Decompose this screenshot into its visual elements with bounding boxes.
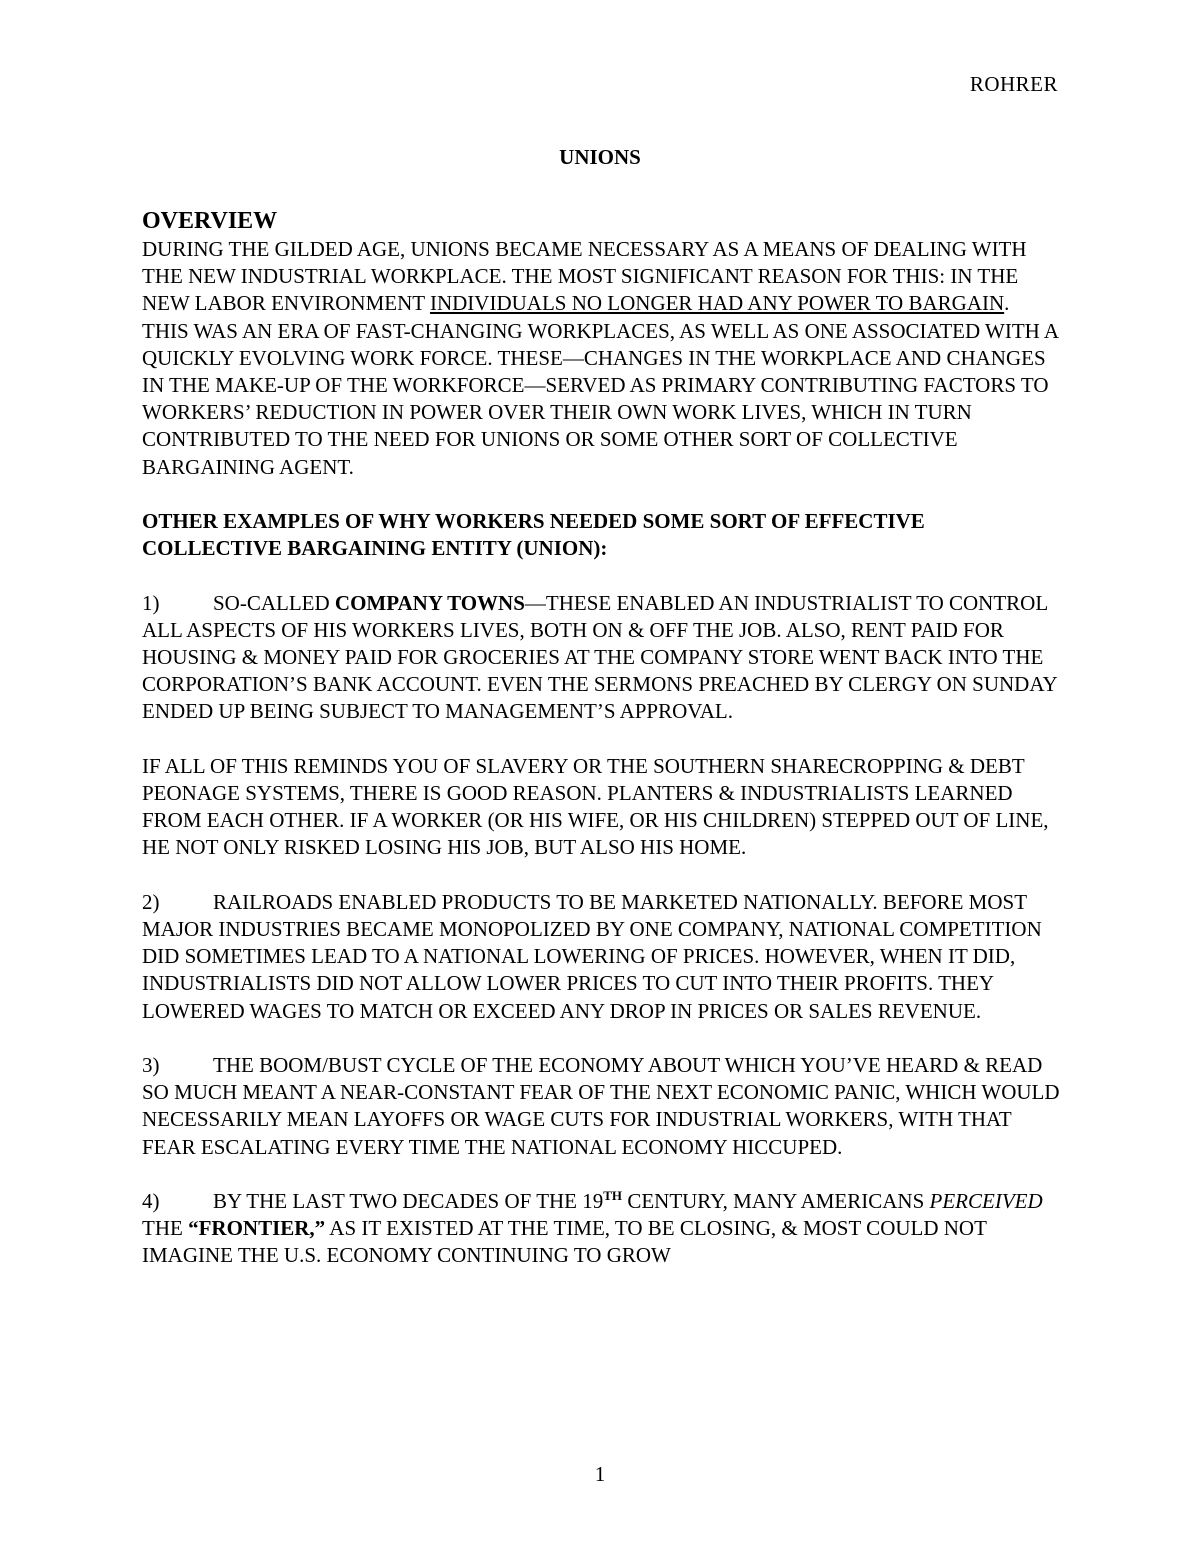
item1-lead: SO-CALLED — [213, 590, 335, 615]
overview-text-b: . THIS WAS AN ERA OF FAST-CHANGING WORKPLACES, AS WELL AS ONE ASSOCIATED WITH A QUICKLY EVOLVING WORK FORCE. THESE—CHANGES IN THE WORKPLACE AND CHANGES IN THE MAKE-UP OF THE WORKFORCE—SERVED AS PRIMARY CONTRIBUTING FACTORS TO WORKERS’ REDUCTION IN POWER OVER THEIR OWN WORK LIVES, WHICH IN TURN CONTRIBUTED TO THE NEED FOR UNIONS OR SOME OTHER SORT OF COLLECTIVE BARGAINING AGENT. — [142, 291, 1058, 479]
item4-text-b: CENTURY, MANY AMERICANS — [622, 1189, 930, 1214]
item1-text: —THESE ENABLED AN INDUSTRIALIST TO CONTROL ALL ASPECTS OF HIS WORKERS LIVES, BOTH ON & OFF THE JOB. ALSO, RENT PAID FOR HOUSING & MONEY PAID FOR GROCERIES AT THE COMPANY STORE WENT BACK INTO THE CORPORATION’S BANK ACCOUNT. EVEN THE SERMONS PREACHED BY CLERGY ON SUNDAY ENDED UP BEING SUBJECT TO MANAGEMENT’S APPROVAL. — [142, 590, 1057, 724]
list-item-3 — [142, 1052, 1060, 1161]
item4-italic-term: PERCEIVED — [929, 1189, 1043, 1214]
document-body — [142, 206, 1060, 1297]
list-item-4 — [142, 1188, 1060, 1270]
item1-bold-term: COMPANY TOWNS — [334, 590, 525, 615]
slavery-paragraph: IF ALL OF THIS REMINDS YOU OF SLAVERY OR THE SOUTHERN SHARECROPPING & DEBT PEONAGE SYSTEMS, THERE IS GOOD REASON. PLANTERS & INDUSTRIALISTS LEARNED FROM EACH OTHER. IF A WORKER (OR HIS WIFE, OR HIS CHILDREN) STEPPED OUT OF LINE, HE NOT ONLY RISKED LOSING HIS JOB, BUT ALSO HIS HOME. — [142, 753, 1049, 860]
item4-superscript: TH — [603, 1188, 623, 1204]
item4-text-c: THE — [142, 1216, 189, 1241]
overview-underlined-text: INDIVIDUALS NO LONGER HAD ANY POWER TO BARGAIN — [429, 291, 1005, 316]
list-item-2 — [142, 889, 1060, 1025]
page-header-author: ROHRER — [969, 72, 1058, 96]
item4-text-d: AS IT EXISTED AT THE TIME, TO BE CLOSING, & MOST COULD NOT IMAGINE THE U.S. ECONOMY CONTINUING TO GROW — [142, 1216, 987, 1268]
overview-heading: OVERVIEW — [142, 208, 278, 234]
list-item-number: 3) — [142, 1053, 160, 1078]
list-item-number: 4) — [142, 1189, 160, 1214]
item3-text: THE BOOM/BUST CYCLE OF THE ECONOMY ABOUT WHICH YOU’VE HEARD & READ SO MUCH MEANT A NEAR-CONSTANT FEAR OF THE NEXT ECONOMIC PANIC, WHICH WOULD NECESSARILY MEAN LAYOFFS OR WAGE CUTS FOR INDUSTRIAL WORKERS, WITH THAT FEAR ESCALATING EVERY TIME THE NATIONAL ECONOMY HICCUPED. — [142, 1053, 1060, 1159]
examples-heading: OTHER EXAMPLES OF WHY WORKERS NEEDED SOME SORT OF EFFECTIVE COLLECTIVE BARGAINING ENTITY (UNION): — [142, 509, 925, 561]
list-item-number: 1) — [142, 590, 160, 615]
item2-text: RAILROADS ENABLED PRODUCTS TO BE MARKETED NATIONALLY. BEFORE MOST MAJOR INDUSTRIES BECAME MONOPOLIZED BY ONE COMPANY, NATIONAL COMPETITION DID SOMETIMES LEAD TO A NATIONAL LOWERING OF PRICES. HOWEVER, WHEN IT DID, INDUSTRIALISTS DID NOT ALLOW LOWER PRICES TO CUT INTO THEIR PROFITS. THEY LOWERED WAGES TO MATCH OR EXCEED ANY DROP IN PRICES OR SALES REVENUE. — [142, 889, 1042, 1023]
document-title: UNIONS — [559, 145, 641, 169]
item4-text-a: BY THE LAST TWO DECADES OF THE 19 — [213, 1189, 604, 1214]
list-item-number: 2) — [142, 889, 160, 914]
list-item-1 — [142, 590, 1060, 726]
overview-paragraph — [142, 236, 1060, 481]
page-number: 1 — [594, 1462, 606, 1486]
item4-bold-term: “FRONTIER,” — [188, 1216, 326, 1241]
overview-text-a: DURING THE GILDED AGE, UNIONS BECAME NECESSARY AS A MEANS OF DEALING WITH THE NEW INDUSTRIAL WORKPLACE. THE MOST SIGNIFICANT REASON FOR THIS: IN THE NEW LABOR ENVIRONMENT — [142, 237, 1027, 316]
